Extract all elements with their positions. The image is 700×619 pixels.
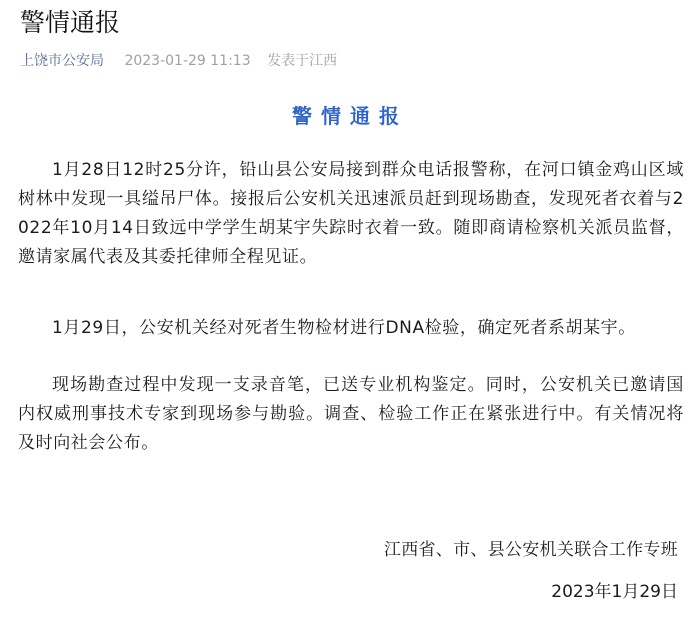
- author-link[interactable]: 上饶市公安局: [20, 53, 104, 69]
- notice-heading: 警情通报: [292, 104, 408, 128]
- notice-signature: 江西省、市、县公安机关联合工作专班: [383, 540, 678, 560]
- article-title: 警情通报: [20, 8, 121, 37]
- publish-location: 发表于江西: [267, 53, 338, 69]
- notice-paragraph-2: 1月29日，公安机关经对死者生物检材进行DNA检验，确定死者系胡某宇。: [52, 318, 636, 338]
- article-meta: [20, 51, 337, 71]
- notice-paragraph-1: 1月28日12时25分许，铅山县公安局接到群众电话报警称，在河口镇金鸡山区域树林中发现一具缢吊尸体。接报后公安机关迅速派员赶到现场勘查，发现死者衣着与2022年10月14日致远中学学生胡某宇失踪时衣着一致。随即商请检察机关派员监督，邀请家属代表及其委托律师全程见证。: [18, 160, 684, 267]
- notice-paragraph-3: 现场勘查过程中发现一支录音笔，已送专业机构鉴定。同时，公安机关已邀请国内权威刑事技术专家到现场参与勘验。调查、检验工作正在紧张进行中。有关情况将及时向社会公布。: [18, 375, 684, 453]
- notice-date: 2023年1月29日: [551, 582, 678, 602]
- publish-time: 2023-01-29 11:13: [124, 53, 251, 69]
